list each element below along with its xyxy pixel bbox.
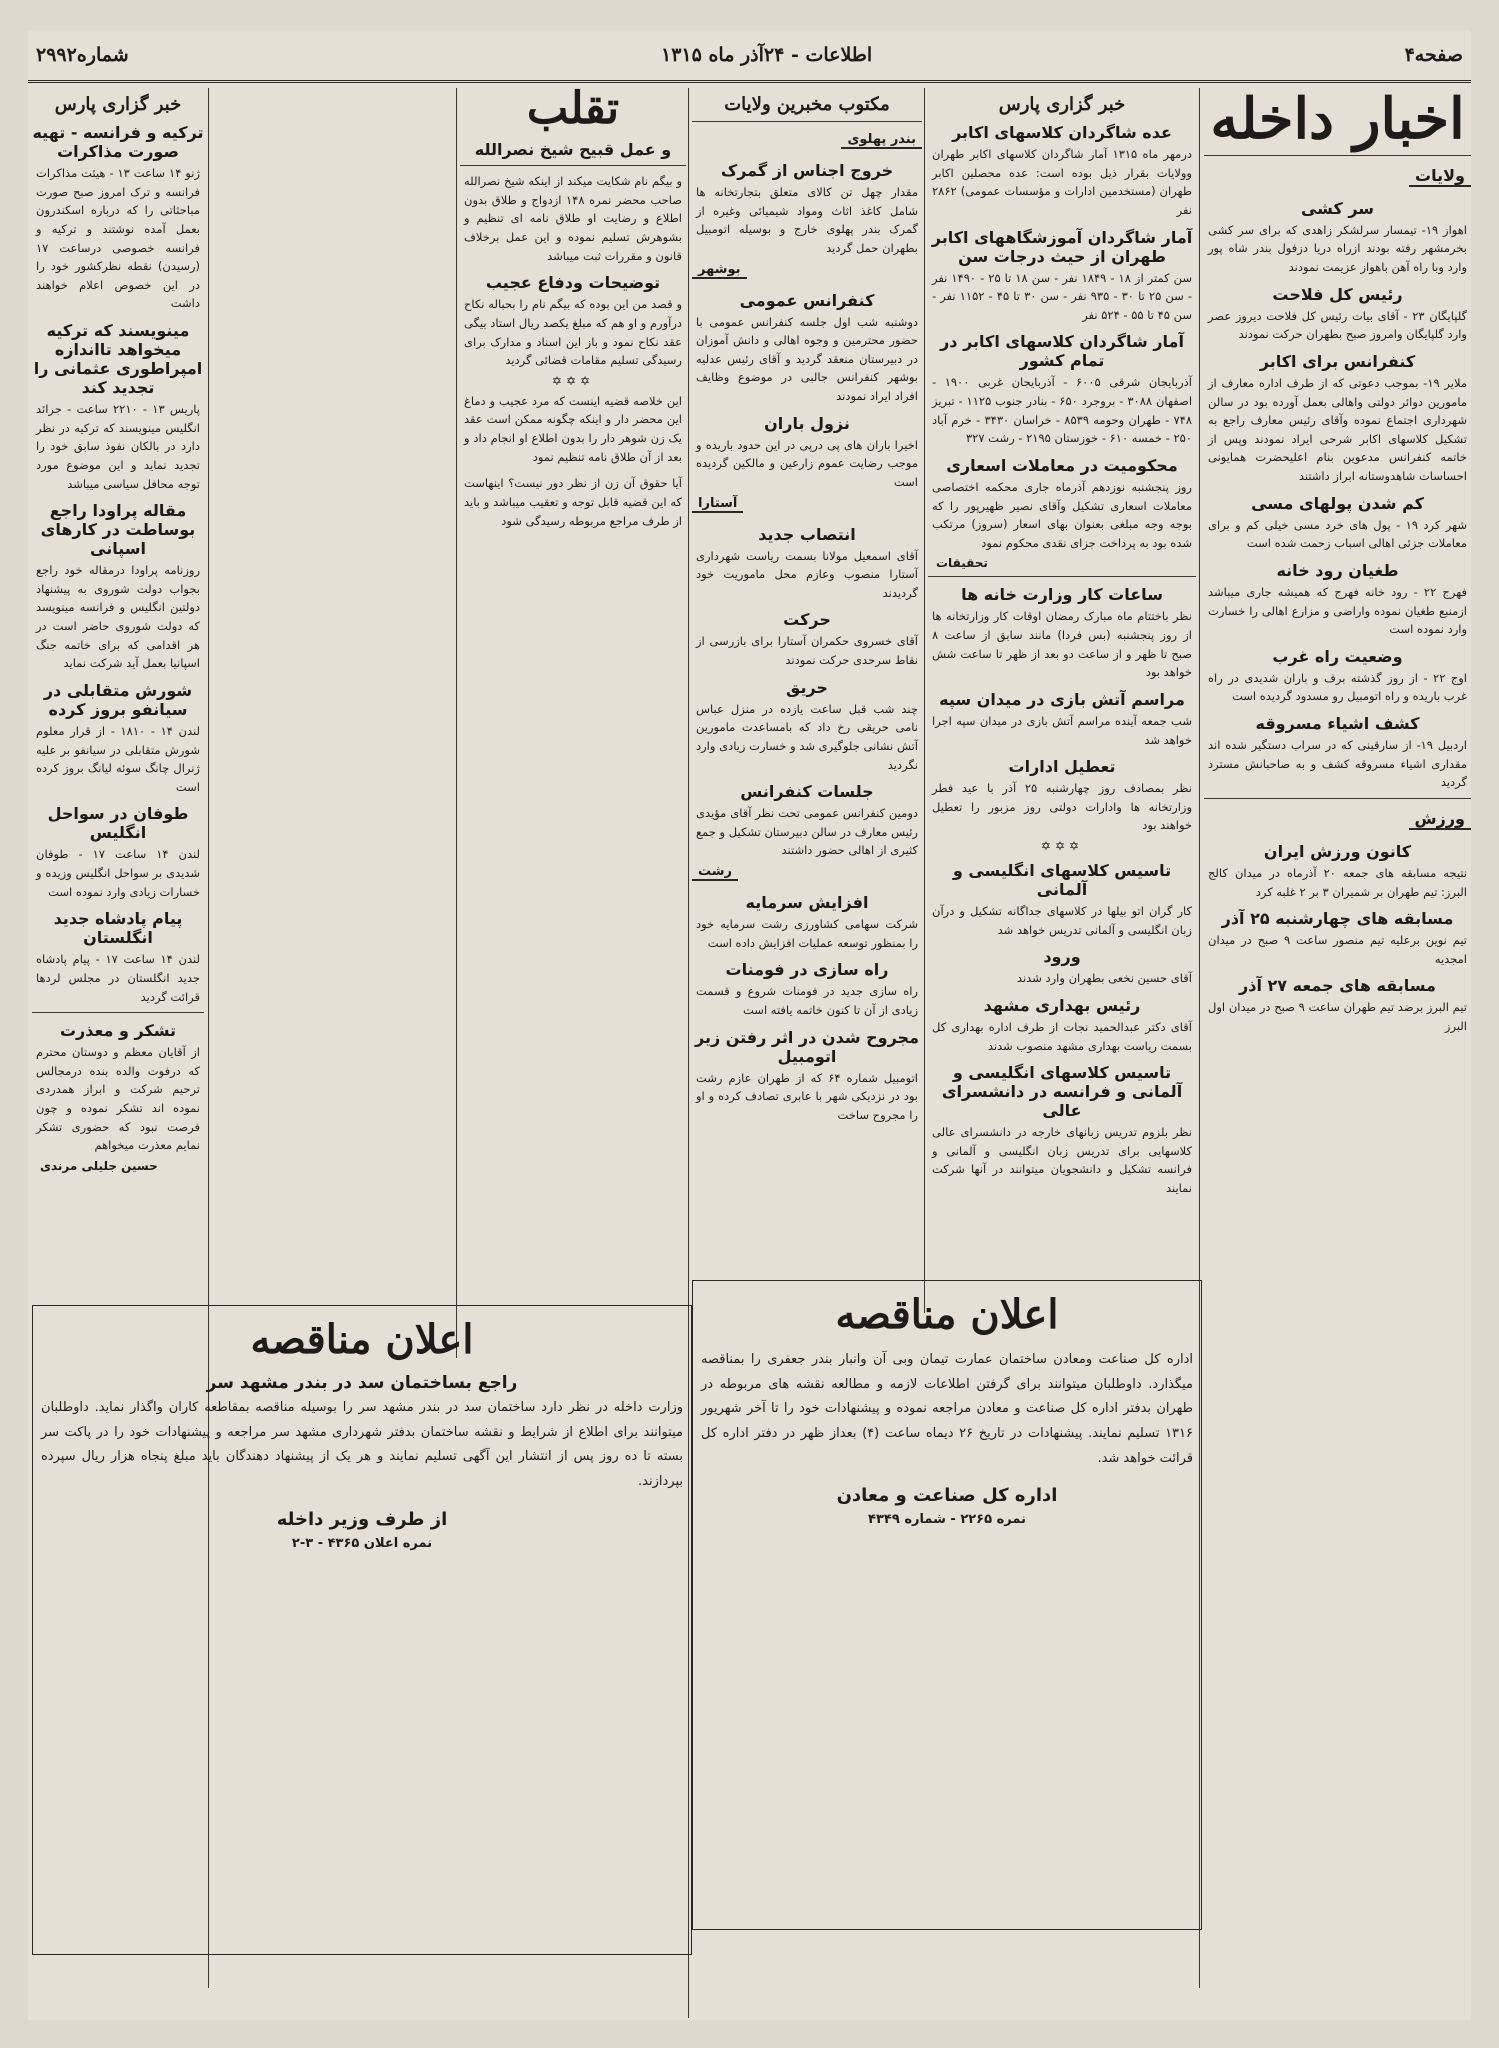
news-headline: مقاله پراودا راجع بوساطت در کارهای اسپانی [40,501,196,559]
news-body: پاریس ۱۳ - ۲۲۱۰ ساعت - جرائد انگلیس مینویسند که ترکیه در نظر دارد در بالکان نفوذ سابق خود را تجدید نماید و این موضوع مورد توجه محافل سیاسی میباشد [36,402,200,491]
news-body: درمهر ماه ۱۳۱۵ آمار شاگردان کلاسهای اکابر طهران وولایات بقرار ذیل بوده است: عده محصلین اکابر طهران (مستخدمین ادارات و مؤسسات عمومی) ۲۸۶۲ نفر [932,147,1192,217]
news-body: شرکت سهامی کشاورزی رشت سرمایه خود را بمنظور توسعه عملیات افزایش داده است [696,917,918,950]
news-body: اردبیل ۱۹- از سارقینی که در سراب دستگیر شده اند مقداری اشیاء مسروقه کشف و به صاحبانش مسترد گردید [1208,738,1468,790]
city-tag: بوشهر [692,262,747,279]
city-tag: رشت [692,864,738,881]
provincial-column [692,86,922,1236]
news-body: لندن ۱۴ ساعت ۱۷ - پیام پادشاه جدید انگلستان در مجلس لردها قرائت گردید [36,952,200,1004]
column-rule [924,88,925,1313]
story-body: آیا حقوق آن زن از نظر دور نیست؟ اینهاست که این قضیه قابل توجه و تعقیب میباشد و باید از طرف مراجع مربوطه رسیدگی شود [464,476,682,528]
news-headline: ساعات کار وزارت خانه ها [961,585,1163,605]
news-headline: کم شدن پولهای مسی [1251,493,1424,513]
ad-body: وزارت داخله در نظر دارد ساختمان سد در بندر مشهد سر را بوسیله مناقصه بمقاطعه کاران واگذار نماید. داوطلبان میتوانند برای اطلاع از شرایط و نقشه ساختمان بدفتر شهرداری مشهد سر مراجعه و پیشنهادات خود را در پاکت سر بسته تا ده روز پس از انتشار این آگهی تسلیم نمایند و هر یک از پیشنهاد دهندگان باید مبلغ پنجاه هزار ریال سپرده بپردازند. [41,1400,683,1490]
divider [692,121,922,122]
news-body: اخیرا باران های پی درپی در این حدود باریده و موجب رضایت عموم زارعین و مالکین گردیده است [696,437,918,489]
ad-footnote: نمره ۲۲۶۵ - شماره ۴۳۴۹ [868,1512,1026,1528]
ad-subtitle: راجع بساختمان سد در بندر مشهد سر [206,1373,518,1393]
news-headline: طغیان رود خانه [1276,560,1399,580]
tender-ad-industry [692,1280,1202,1930]
news-body: لندن ۱۴ ساعت ۱۷ - طوفان شدیدی بر سواحل انگلیس وزیده و خسارات زیادی وارد نموده است [36,847,200,899]
news-headline: تاسیس کلاسهای انگلیسی و آلمانی و فرانسه در دانشسرای عالی [941,1063,1183,1121]
star-divider: ✡✡✡ [551,373,595,388]
news-body: آقای خسروی حکمران آستارا برای بازرسی از نقاط سرحدی حرکت نمودند [696,634,918,667]
news-headline: تعطیل ادارات [1008,757,1116,777]
section-tag: ولایات [1409,166,1471,187]
news-body: دوشنبه شب اول جلسه کنفرانس عمومی با حضور محترمین و وجوه اهالی و دانش آموزان در دبیرستان منعقد گردید و آقای رئیس عدلیه بوشهر کنفرانس جالبی در موضوع وظایف افراد ایراد نمودند [696,314,918,403]
news-body: آقای حسین نخعی بطهران وارد شدند [1016,971,1192,986]
notice-body: از آقایان معظم و دوستان محترم که درفوت والده بنده درمجالس ترحیم شرکت و ابراز همدردی نموده اند تشکر نموده و چون فرصت نبود که حضوری تشکر نمایم معذرت میخواهم [36,1045,200,1153]
column-rule [456,88,457,1358]
news-headline: پیام پادشاه جدید انگلستان [53,909,183,948]
city-tag: بندر پهلوی [841,132,922,149]
section-tag: خبر گزاری پارس [54,94,182,115]
issue-number: شماره۲۹۹۲ [36,44,129,66]
news-headline: حرکت [783,610,831,630]
city-tag: آستارا [692,496,743,513]
news-body: روز پنجشنبه نوزدهم آذرماه جاری محکمه اختصاصی معاملات اسعاری تشکیل وآقای نصیر ظهیرپور را که بوجه وجه مبلغی بعنوان بهای اسعار (سروز) مرتکب شده بود به پرداخت جزای نقدی محکوم نمود [932,479,1192,550]
ad-title: اعلان مناقصه [250,1316,474,1363]
news-body: نظر بلزوم تدریس زبانهای خارجه در دانشسرای عالی کلاسهایی برای تدریس زبان انگلیسی و آلمانی و فرانسه تشکیل و دانشجویان میتوانند در آنها شرکت نمایند [932,1125,1192,1195]
masthead [28,30,1471,83]
ad-body: اداره کل صناعت ومعادن ساختمان عمارت تیمان وبی آن وانبار بندر جعفری را بمناقصه میگذارد. داوطلبان میتوانند برای گرفتن اطلاعات لازمه و مطالعه نقشه های مربوطه در طهران بدفتر اداره کل صناعت و معادن مراجعه نموده و پیشنهادات خود را تا آخر شهریور ۱۳۱۶ تسلیم نمایند. پیشنهادات در تاریخ ۲۶ دیماه ساعت (۴) بعداز ظهر در دفتر اداره کل قرائت خواهد شد. [701,1352,1193,1466]
news-body: نتیجه مسابقه های جمعه ۲۰ آذرماه در میدان کالج البرز: تیم طهران بر شمیران ۳ بر ۲ غلبه کرد [1208,865,1467,899]
newspaper-page [28,30,1471,2020]
divider [1204,798,1471,799]
foreign-news-column [32,86,204,1286]
tender-ad-interior [32,1305,692,1955]
news-body: تیم نوین برعلیه تیم منصور ساعت ۹ صبح در میدان امجدیه [1208,933,1468,966]
news-body: نظر بمصادف روز چهارشنبه ۲۵ آذر با عید فطر وزارتخانه ها وادارات دولتی روز مزبور را تعطیل خواهند بود [932,781,1193,833]
news-headline: آمار شاگردان آموزشگاههای اکابر طهران از حیث درجات سن [931,227,1193,266]
ad-title: اعلان مناقصه [835,1291,1059,1338]
story-subtitle: و عمل قبیح شیخ نصرالله [474,140,672,160]
news-headline: رئیس کل فلاحت [1272,284,1403,304]
news-headline: مینویسند که ترکیه میخواهد تااندازه امپراطوری عثمانی را تجدید کند [33,321,203,397]
section-tag: خبر گزاری پارس [998,94,1126,115]
news-headline: جلسات کنفرانس [740,782,874,802]
news-headline: انتصاب جدید [758,524,856,544]
news-signature: تحقیقات [936,556,988,571]
ad-footer: اداره کل صناعت و معادن [836,1485,1058,1507]
news-body: اتومبیل شماره ۶۴ که از طهران عازم رشت بود در نزدیکی شهر با عابری تصادف کرده و او را مجروح ساخت [696,1070,918,1122]
news-headline: محکومیت در معاملات اسعاری [946,455,1178,475]
notice-headline: تشکر و معذرت [59,1021,177,1041]
news-headline: آمار شاگردان کلاسهای اکابر در تمام کشور [940,332,1184,371]
news-body: گلپایگان ۲۳ - آقای بیات رئیس کل فلاحت دیروز عصر وارد گلپایگان وامروز صبح بطهران حرکت نمودند [1208,308,1467,342]
section-title: اخبار داخله [1210,86,1465,152]
story-subheading: توضیحات ودفاع عجیب [485,273,661,293]
news-headline: مجروح شدن در اثر رفتن زیر اتومبیل [694,1027,919,1066]
news-headline: کنفرانس برای اکابر [1259,351,1416,371]
domestic-news-column [1204,86,1471,1286]
section-title: مکتوب مخبرین ولایات [724,94,890,115]
story-body: و قصد من این بوده که بیگم نام را بحباله نکاح درآورم و او هم که مبلغ یکصد ریال استاد بیگی عقد نکاح نمود و باز این اسناد و مدارک برای رسیدگی تسلیم مقامات قضائی گردید [464,297,682,368]
news-headline: عده شاگردان کلاسهای اکابر [952,123,1172,142]
news-headline: رئیس بهداری مشهد [983,995,1141,1015]
news-body: تیم البرز برضد تیم طهران ساعت ۹ صبح در میدان اول البرز [1208,1000,1467,1034]
star-divider: ✡✡✡ [1040,839,1084,853]
news-headline: حریق [786,677,828,697]
news-headline: راه سازی در فومنات [725,960,889,980]
news-body: شهر کرد ۱۹ - پول های خرد مسی خیلی کم و برای معاملات جزئی اهالی اسباب زحمت شده است [1208,517,1467,551]
news-headline: تاسیس کلاسهای انگلیسی و آلمانی [952,861,1172,899]
news-headline: طوفان در سواحل انگلیس [47,804,189,843]
divider [32,1012,204,1013]
news-body: لندن ۱۴ - ۱۸۱۰ - از قرار معلوم شورش متقابلی در سیانفو بر علیه ژنرال چانگ سوئه لیانگ بروز کرده است [36,723,200,794]
news-body: ژنو ۱۴ ساعت ۱۳ - هیئت مذاکرات فرانسه و ترک امروز صبح صورت مباحثاتی را که درباره اسکندرون بعمل آمده نوشتند و ترکیه و فرانسه خصوصی درساعت ۱۷ (رسیدن) نقطه نظرکشور خود را در این خصوص اعلام خواهند داشت [36,166,201,311]
news-headline: کشف اشیاء مسروقه [1255,714,1420,734]
divider [928,576,1196,577]
news-headline: خروج اجناس از گمرک [720,161,894,180]
story-body: و بیگم نام شکایت میکند از اینکه شیخ نصرالله صاحب محضر نمره ۱۴۸ ازدواج و طلاق بدون اطلاع و رضایت او طلاق نامه ای تنظیم و بشوهرش تسلیم نموده و این عمل برخلاف قانون و مقررات ثبت میباشد [464,174,682,263]
news-headline: کانون ورزش ایران [1263,841,1412,861]
story-body: این خلاصه قضیه اینست که مرد عجیب و دماغ این محضر دار و اینکه چگونه ممکن است عقد یک زن شوهر دار را بدون اطلاع او انجام داد و بعد از آن طلاق نامه تنظیم نمود [464,393,682,464]
news-body: راه سازی جدید در فومنات شروع و قسمت زیادی از آن تا کنون خاتمه یافته است [696,984,918,1017]
news-body: شب جمعه آینده مراسم آتش بازی در میدان سپه اجرا خواهد شد [932,713,1192,747]
news-body: فهرج ۲۲ - رود خانه فهرج که همیشه جاری میباشد ازمنبع طغیان نموده واراضی و مزارع اهالی را خسارت وارد نموده است [1208,584,1467,637]
news-body: نظر باختتام ماه مبارک رمضان اوقات کار وزارتخانه ها از روز پنجشنبه (بس فردا) مانند سابق از ساعت ۸ صبح تا ظهر و از ساعت دو بعد از ظهر تا ساعت شش خواهد بود [932,609,1192,680]
news-headline: سر کشی [1300,198,1375,218]
news-headline: وضعیت راه غرب [1272,646,1403,666]
section-tag: ورزش [1409,809,1471,830]
news-headline: کنفرانس عمومی [739,290,875,310]
divider [460,165,686,166]
news-body: آقای اسمعیل مولانا بسمت ریاست شهرداری آستارا منصوب وعازم محل ماموریت خود گردیدند [696,548,918,600]
news-body: سن کمتر از ۱۸ - ۱۸۴۹ نفر - سن ۱۸ تا ۲۵ - ۱۴۹۰ نفر - سن ۲۵ تا ۳۰ - ۹۳۵ نفر - سن ۳۰ تا ۴۵ - ۱۱۵۲ نفر - سن ۴۵ تا ۵۵ - ۵۲۴ نفر [932,270,1192,322]
news-headline: ورود [1043,947,1081,967]
news-body: کار گران اتو بیلها در کلاسهای جداگانه تشکیل و درآن زبان انگلیسی و آلمانی تدریس خواهد شد [932,904,1192,937]
news-body: روزنامه پراودا درمقاله خود راجع بجواب دولت شوروی به پیشنهاد دولتین انگلیس و فرانسه مینویسد که دولت شوروی حاضر است در هر اقدامی که برای خاتمه جنگ اسپانیا بعمل آید شرکت نماید [36,563,200,671]
page-number: صفحه۴ [1404,44,1463,66]
news-headline: مراسم آتش بازی در میدان سپه [939,689,1185,709]
masthead-date: اطلاعات - ۲۴آذر ماه ۱۳۱۵ [661,44,873,66]
story-title: تقلب [526,86,620,134]
news-headline: ترکیه و فرانسه - تهیه صورت مذاکرات [32,123,204,161]
news-headline: شورش متقابلی در سیانفو بروز کرده [43,680,193,719]
news-headline: نزول باران [764,413,850,433]
news-body: مقدار چهل تن کالای متعلق بتجارتخانه ها شامل کاغذ اثاث ومواد شیمیائی وغیره از گمرک بندر پهلوی خارج و بوسیله اتومبیل بطهران حمل گردید [696,185,918,255]
news-body: ملایر ۱۹- بموجب دعوتی که از طرف اداره معارف از مامورین دوائر دولتی واهالی بعمل آورده بود در سالن شهرداری اجتماع نموده وآقای رئیس معارف راجع به تشکیل کلاسهای اکابر شرحی ایراد نمودند وپس از خاتمه کنفرانس مدعوین بنام اعلیحضرت همایونی احساسات شاهدوستانه ابراز داشتند [1208,375,1467,484]
news-body: چند شب قبل ساعت یازده در منزل عباس نامی حریقی رخ داد که بامساعدت مامورین آتش نشانی جلوگیری شد و خسارت زیادی وارد نگردید [696,701,918,772]
news-body: اهواز ۱۹- تیمسار سرلشکر زاهدی که برای سر کشی بخرمشهر رفته بودند ازراه دریا دزفول بندر شاه پور وارد وبا راه آهن باهواز عزیمت نمودند [1208,222,1467,275]
news-body: اوج ۲۲ - از روز گذشته برف و باران شدیدی در راه غرب باریده و راه اتومبیل رو مسدود گردیده است [1208,670,1467,704]
news-body: دومین کنفرانس عمومی تحت نظر آقای مؤیدی رئیس معارف در سالن دبیرستان تشکیل و جمع کثیری از اهالی حضور داشتند [696,806,918,858]
news-headline: افزایش سرمایه [745,893,869,912]
news-body: آذربایجان شرقی ۶۰۰۵ - آذربایجان غربی ۱۹۰۰ - اصفهان ۳۰۸۸ - بروجرد ۶۵۰ - بنادر جنوب ۱۱۲۵ - تبریز ۷۴۸ - طهران وحومه ۸۵۳۹ - خراسان ۳۴۳۰ - خرم آباد ۲۵۰ - خمسه ۶۱۰ - خوزستان ۲۱۹۵ - رشت ۳۲۷ [932,375,1193,446]
notice-signature: حسین جلیلی مرندی [40,1158,158,1173]
news-body: آقای دکتر عبدالحمید نجات از طرف اداره بهداری کل بسمت ریاست بهداری مشهد منصوب شدند [932,1019,1192,1053]
fraud-story-column [460,86,686,1286]
ad-footnote: نمره اعلان ۴۳۶۵ - ۳-۲ [291,1535,433,1551]
ad-footer: از طرف وزیر داخله [276,1508,448,1530]
news-headline: مسابقه های چهارشنبه ۲۵ آذر [1221,909,1454,929]
news-headline: مسابقه های جمعه ۲۷ آذر [1239,976,1436,996]
divider [1204,155,1471,156]
